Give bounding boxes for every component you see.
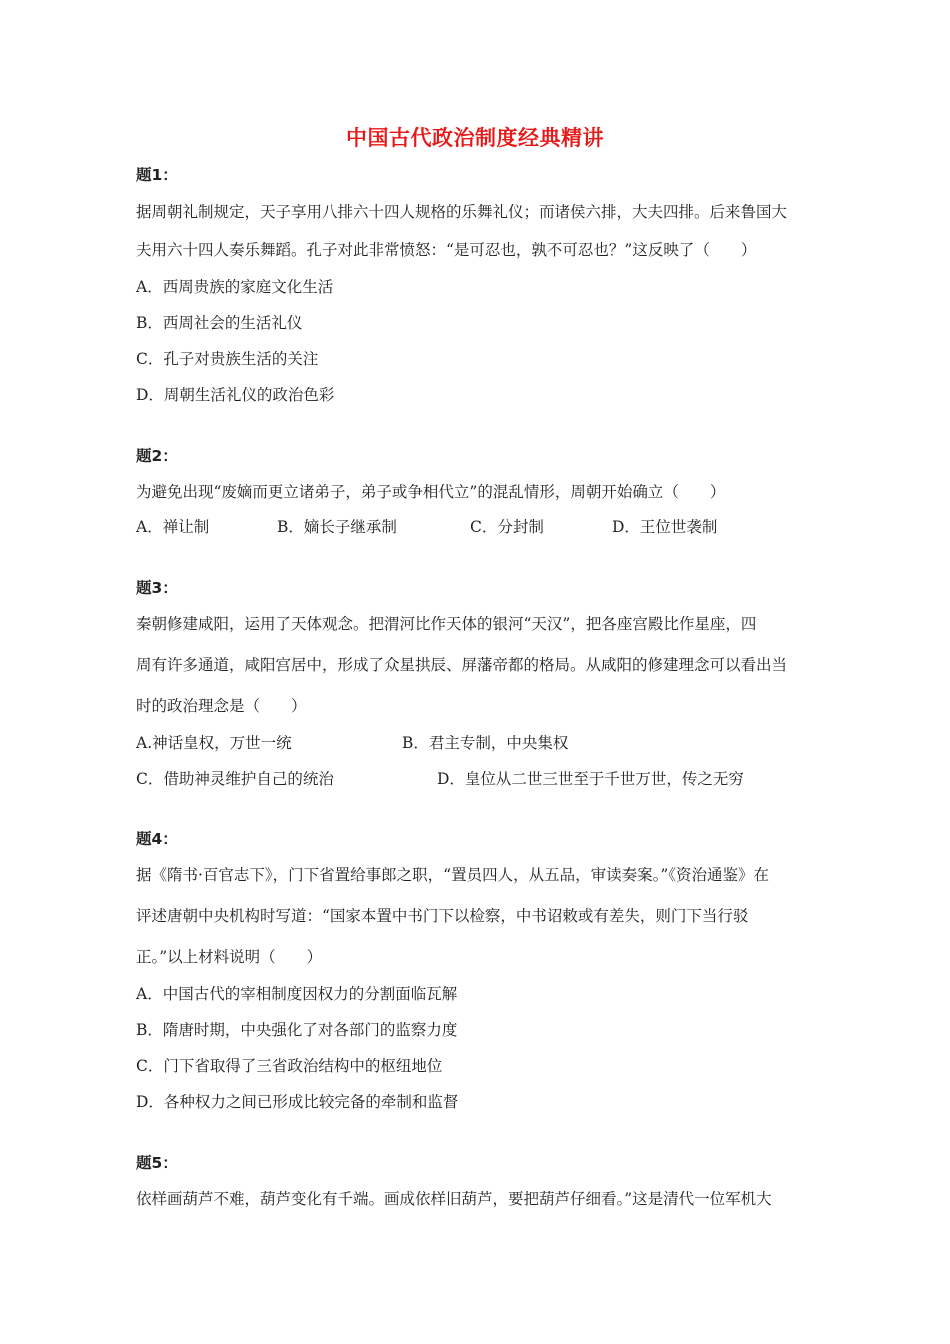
question-3-heading: 题3： — [136, 579, 178, 597]
question-4-heading: 题4： — [136, 830, 178, 848]
question-4-option-d: D．各种权力之间已形成比较完备的牵制和监督 — [136, 1093, 459, 1111]
question-3-option-d: D．皇位从二世三世至于千世万世，传之无穷 — [437, 770, 744, 788]
question-3-text-line-2: 周有许多通道，咸阳宫居中，形成了众星拱辰、屏藩帝都的格局。从咸阳的修建理念可以看出当 — [136, 656, 788, 674]
question-3-text-line-1: 秦朝修建咸阳，运用了天体观念。把渭河比作天体的银河“天汉”，把各座宫殿比作星座，四 — [136, 615, 757, 633]
question-5-heading: 题5： — [136, 1154, 178, 1172]
question-1-text-line-2: 夫用六十四人奏乐舞蹈。孔子对此非常愤怒：“是可忍也，孰不可忍也？”这反映了（ ） — [136, 241, 757, 259]
question-1-text-line-1: 据周朝礼制规定，天子享用八排六十四人规格的乐舞礼仪；而诸侯六排，大夫四排。后来鲁国大 — [136, 203, 788, 221]
document-title: 中国古代政治制度经典精讲 — [346, 126, 604, 150]
question-1-option-d: D．周朝生活礼仪的政治色彩 — [136, 386, 335, 404]
question-3-option-a: A.神话皇权，万世一统 — [136, 734, 292, 752]
question-2-option-c: C．分封制 — [470, 518, 544, 536]
question-3-option-b: B．君主专制，中央集权 — [402, 734, 569, 752]
question-4-text-line-3: 正。”以上材料说明（ ） — [136, 948, 323, 966]
question-2-option-d: D．王位世袭制 — [612, 518, 718, 536]
question-3-text-line-3: 时的政治理念是（ ） — [136, 697, 307, 715]
question-1-option-b: B．西周社会的生活礼仪 — [136, 314, 303, 332]
question-1-heading: 题1： — [136, 166, 178, 184]
question-2-heading: 题2： — [136, 447, 178, 465]
question-4-text-line-1: 据《隋书·百官志下》，门下省置给事郎之职，“置员四人，从五品，审读奏案。”《资治通鉴》在 — [136, 866, 770, 884]
question-2-option-a: A．禅让制 — [136, 518, 210, 536]
question-4-text-line-2: 评述唐朝中央机构时写道：“国家本置中书门下以检察，中书诏敕或有差失，则门下当行驳 — [136, 907, 749, 925]
question-2-text-line-1: 为避免出现“废嫡而更立诸弟子，弟子或争相代立”的混乱情形，周朝开始确立（ ） — [136, 483, 726, 501]
question-1-option-c: C．孔子对贵族生活的关注 — [136, 350, 319, 368]
question-1-option-a: A．西周贵族的家庭文化生活 — [136, 278, 334, 296]
question-4-option-a: A．中国古代的宰相制度因权力的分割面临瓦解 — [136, 985, 458, 1003]
question-4-option-c: C．门下省取得了三省政治结构中的枢纽地位 — [136, 1057, 443, 1075]
question-3-option-c: C．借助神灵维护自己的统治 — [136, 770, 334, 788]
question-4-option-b: B．隋唐时期，中央强化了对各部门的监察力度 — [136, 1021, 458, 1039]
question-5-text-line-1: 依样画葫芦不难，葫芦变化有千端。画成依样旧葫芦，要把葫芦仔细看。”这是清代一位军机大 — [136, 1190, 772, 1208]
question-2-option-b: B．嫡长子继承制 — [277, 518, 397, 536]
